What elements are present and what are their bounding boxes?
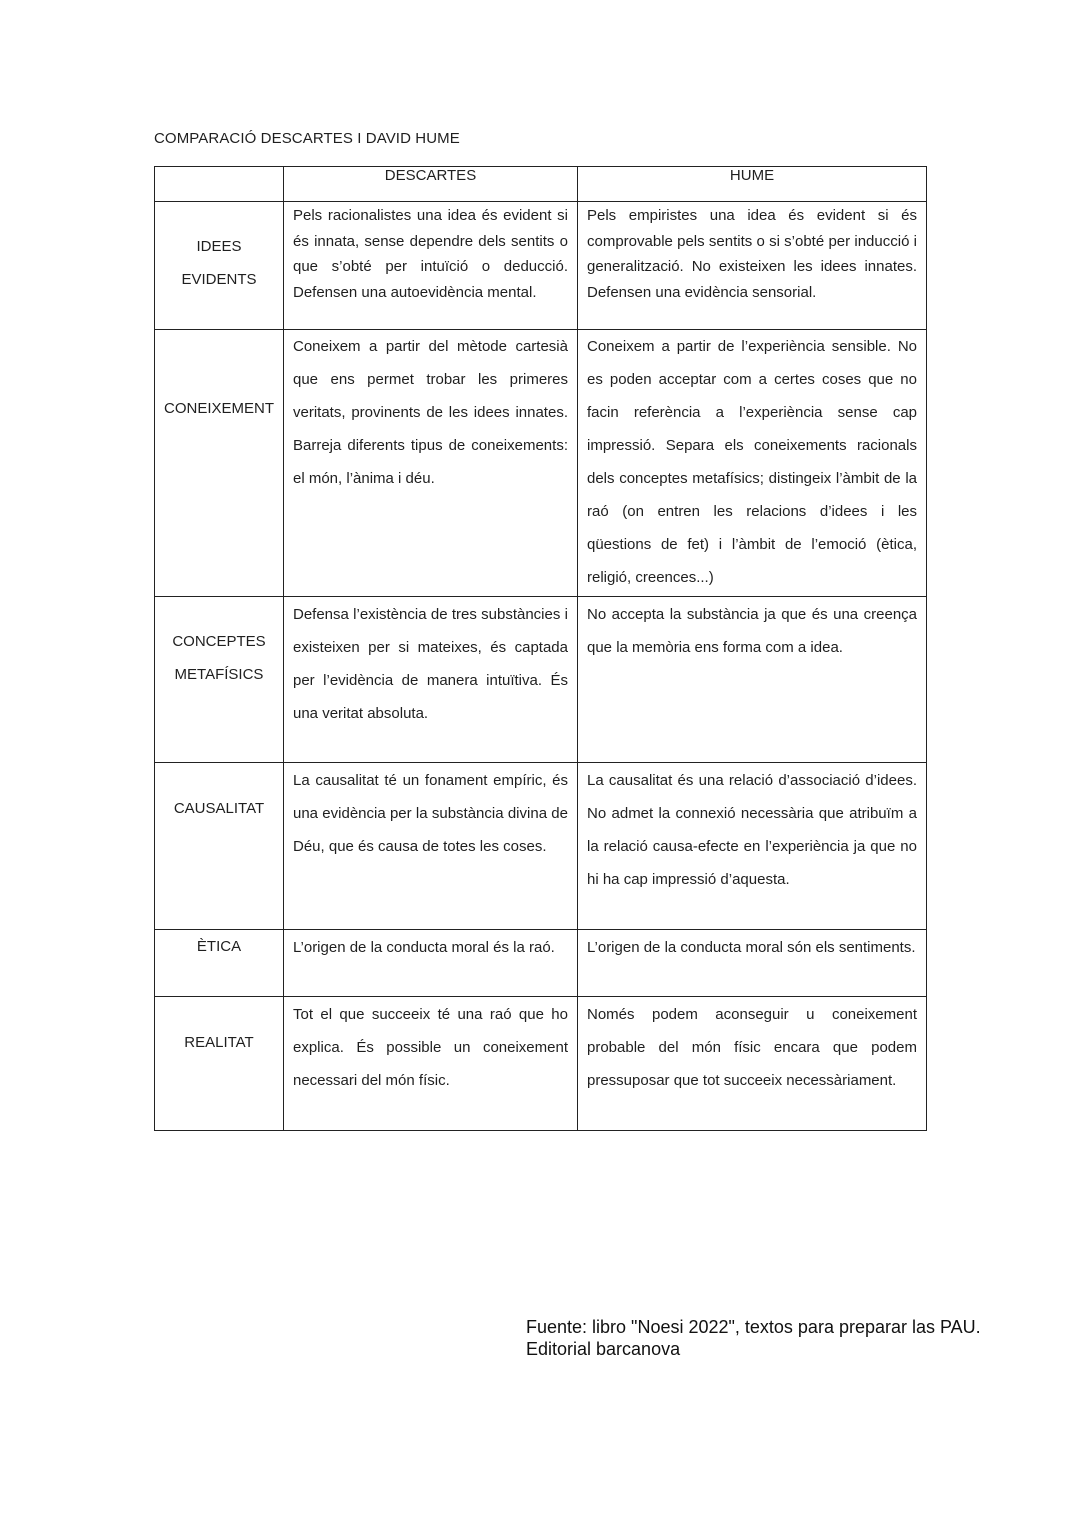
row-label-line: METAFÍSICS — [174, 666, 264, 683]
descartes-cell — [284, 330, 578, 597]
table-row — [155, 930, 927, 997]
footnote-line: Fuente: libro "Noesi 2022", textos para preparar las PAU. — [526, 1317, 981, 1337]
document-title: COMPARACIÓ DESCARTES I DAVID HUME — [154, 130, 460, 147]
table-row — [155, 997, 927, 1131]
descartes-text: Pels racionalistes una idea és evident si és innata, sense dependre dels sentits o que s’obté per intuïció o deducció. Defensen una autoevidència mental. — [293, 207, 568, 301]
comparison-table — [154, 166, 927, 1131]
header-hume: HUME — [578, 167, 927, 202]
hume-text: La causalitat és una relació d’associació d’idees. No admet la connexió necessària que atribuïm a la relació causa-efecte en l’experiència ja que no hi ha cap impressió d’aquesta. — [587, 772, 917, 888]
table-row — [155, 763, 927, 930]
hume-cell — [578, 763, 927, 930]
descartes-cell — [284, 597, 578, 763]
descartes-cell — [284, 930, 578, 997]
descartes-text: L’origen de la conducta moral és la raó. — [293, 939, 555, 956]
table-row — [155, 202, 927, 330]
descartes-text: Coneixem a partir del mètode cartesià que ens permet trobar les primeres veritats, provinents de les idees innates. Barreja diferents tipus de coneixements: el món, l’ànima i déu. — [293, 338, 568, 487]
row-label-line: EVIDENTS — [181, 271, 257, 288]
row-label-line: CAUSALITAT — [173, 800, 265, 817]
descartes-text: Defensa l’existència de tres substàncies i existeixen per si mateixes, és captada per l’evidència de manera intuïtiva. És una veritat absoluta. — [293, 606, 568, 722]
descartes-text: Tot el que succeeix té una raó que ho explica. És possible un coneixement necessari del món físic. — [293, 1006, 568, 1089]
table-header-row — [155, 167, 927, 202]
row-label — [155, 330, 284, 597]
row-label — [155, 997, 284, 1131]
hume-cell — [578, 997, 927, 1131]
descartes-cell — [284, 202, 578, 330]
hume-text: L’origen de la conducta moral són els sentiments. — [587, 939, 916, 956]
row-label — [155, 202, 284, 330]
header-empty — [155, 167, 284, 202]
hume-cell — [578, 330, 927, 597]
row-label — [155, 597, 284, 763]
hume-cell — [578, 930, 927, 997]
row-label — [155, 763, 284, 930]
table-row — [155, 330, 927, 597]
hume-text: No accepta la substància ja que és una creença que la memòria ens forma com a idea. — [587, 606, 917, 656]
hume-cell — [578, 597, 927, 763]
row-label-line: REALITAT — [184, 1034, 254, 1051]
row-label-line: CONCEPTES — [172, 633, 266, 650]
hume-text: Coneixem a partir de l’experiència sensible. No es poden acceptar com a certes coses que no facin referència a l’experiència sense cap impressió. Separa els coneixements racionals dels conceptes metafísics; distingeix l’àmbit de la raó (on entren les relacions d’idees i les qüestions de fet) i l’àmbit de l’emoció (ètica, religió, creences...) — [587, 338, 917, 586]
hume-text: Només podem aconseguir u coneixement probable del món físic encara que podem pressuposar que tot succeeix necessàriament. — [587, 1006, 917, 1089]
footnote-line: Editorial barcanova — [526, 1339, 681, 1359]
row-label-line: CONEIXEMENT — [163, 400, 274, 417]
table-row — [155, 597, 927, 763]
row-label-line: IDEES — [196, 238, 242, 255]
descartes-cell — [284, 997, 578, 1131]
descartes-text: La causalitat té un fonament empíric, és una evidència per la substància divina de Déu, que és causa de totes les coses. — [293, 772, 568, 855]
row-label-line: ÈTICA — [196, 938, 242, 955]
hume-cell — [578, 202, 927, 330]
descartes-cell — [284, 763, 578, 930]
row-label — [155, 930, 284, 997]
source-footnote — [526, 1316, 981, 1360]
hume-text: Pels empiristes una idea és evident si és comprovable pels sentits o si s’obté per inducció i generalització. No existeixen les idees innates. Defensen una evidència sensorial. — [587, 207, 917, 301]
header-descartes: DESCARTES — [284, 167, 578, 202]
